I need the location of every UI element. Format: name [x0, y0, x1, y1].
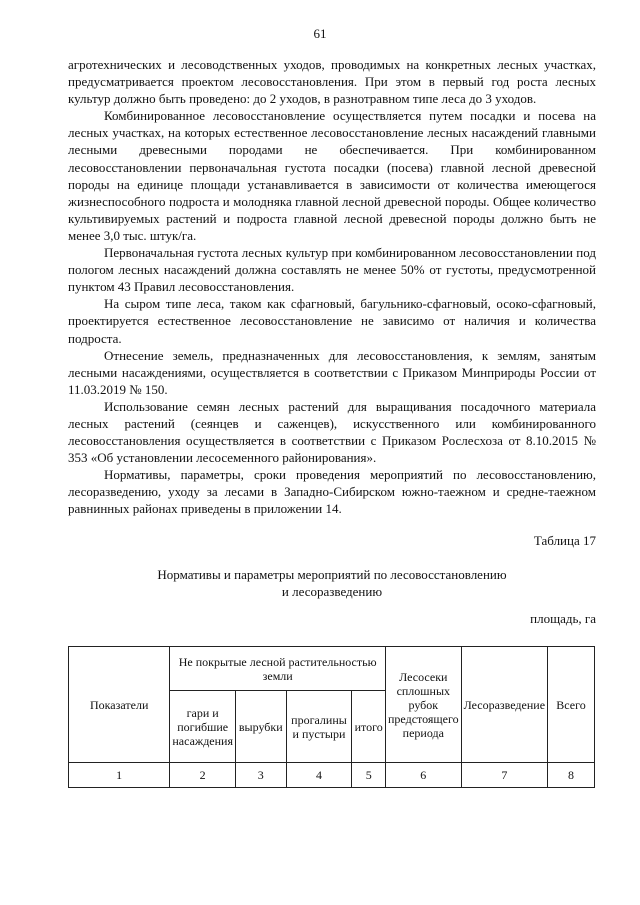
body-text — [68, 56, 596, 518]
column-number: 7 — [461, 763, 547, 788]
page-number: 61 — [313, 26, 327, 41]
column-number: 5 — [352, 763, 386, 788]
table-title-line: Нормативы и параметры мероприятий по лесовосстановлению — [157, 567, 507, 582]
column-number: 1 — [69, 763, 170, 788]
header-unforested-land: Не покрытые лесной растительностью земли — [170, 647, 386, 691]
paragraph: Комбинированное лесовосстановление осуществляется путем посадки и посева на лесных участках, на которых естественное лесовосстановление лесных насаждений главными лесными древесными породами не обеспечивается. При комбинированном лесовосстановлении первоначальная густота посадки (посева) главной лесной древесной породы на единице площади устанавливается в зависимости от количества имеющегося жизнеспособного подроста и молодняка главной лесной древесной породы. Общее количество культивируемых растений и подроста главной лесной древесной породы должно быть не менее 3,0 тыс. штук/га. — [68, 108, 596, 243]
header-indicators: Показатели — [69, 647, 170, 763]
column-number: 3 — [236, 763, 287, 788]
table-title-line: и лесоразведению — [281, 584, 383, 599]
header-burned: гари и погибшие насаждения — [170, 691, 236, 763]
column-number: 2 — [170, 763, 236, 788]
paragraph: Использование семян лесных растений для выращивания посадочного материала лесных растений (сеянцев и саженцев), искусственного или комбинированного лесовосстановления осуществляется в соответствии с Приказом Рослесхоза от 8.10.2015 № 353 «Об установлении лесосеменного районирования». — [68, 398, 596, 466]
paragraph: На сыром типе леса, таком как сфагновый, багульнико-сфагновый, осоко-сфагновый, проектируется естественное лесовосстановление не зависимо от наличия и количества подроста. — [68, 296, 596, 346]
header-subtotal: итого — [352, 691, 386, 763]
header-grand-total: Всего — [548, 647, 595, 763]
norms-table — [68, 646, 595, 788]
header-glades: прогалины и пустыри — [286, 691, 352, 763]
header-afforestation: Лесоразведение — [461, 647, 547, 763]
column-number: 4 — [286, 763, 352, 788]
units-label: площадь, га — [530, 611, 596, 626]
table-number-row — [69, 763, 595, 788]
paragraph: Первоначальная густота лесных культур при комбинированном лесовосстановлении под пологом лесных насаждений должна составлять не менее 50% от густоты, предусмотренной пунктом 43 Правил лесовосстановления. — [68, 245, 596, 295]
table-header-row — [69, 647, 595, 691]
column-number: 6 — [386, 763, 462, 788]
table-label: Таблица 17 — [533, 533, 596, 548]
table-title — [68, 566, 596, 600]
column-number: 8 — [548, 763, 595, 788]
paragraph: Отнесение земель, предназначенных для лесовосстановления, к землям, занятым лесными насаждениями, осуществляется в соответствии с Приказом Минприроды России от 11.03.2019 № 150. — [68, 347, 596, 397]
header-clearings: вырубки — [236, 691, 287, 763]
header-cutting-areas: Лесосеки сплошных рубок предстоящего периода — [386, 647, 462, 763]
paragraph: Нормативы, параметры, сроки проведения мероприятий по лесовосстановлению, лесоразведению, уходу за лесами в Западно-Сибирском южно-таежном и средне-таежном равнинных районах приведены в приложении 14. — [68, 467, 596, 517]
paragraph: агротехнических и лесоводственных уходов, проводимых на конкретных лесных участках, предусматривается проектом лесовосстановления. При этом в первый год роста лесных культур должно быть проведено: до 2 уходов, в разнотравном типе леса до 3 уходов. — [68, 57, 596, 107]
